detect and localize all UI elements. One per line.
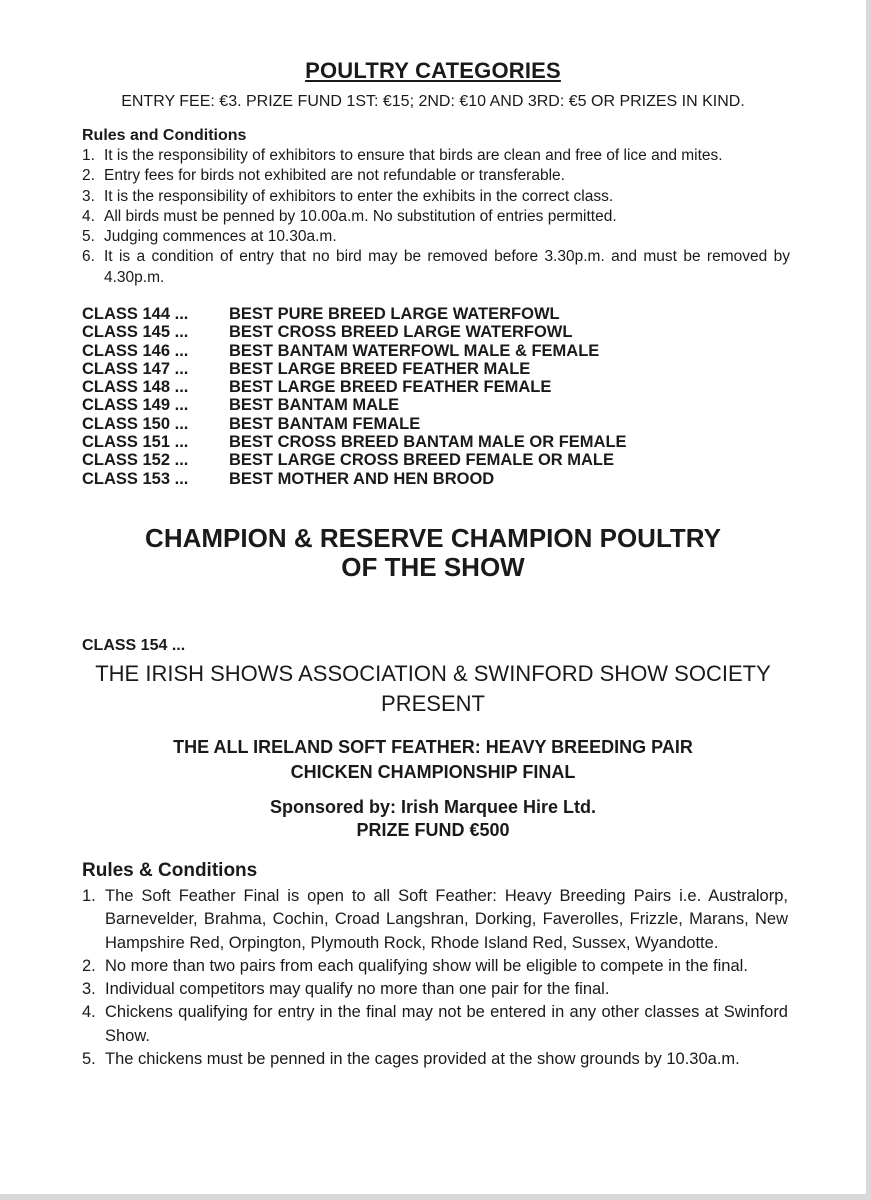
- class-number: CLASS 145 ...: [82, 323, 189, 342]
- rule-item: [82, 207, 790, 227]
- champion-heading: [0, 524, 866, 582]
- class-name: BEST LARGE BREED FEATHER MALE: [229, 359, 531, 378]
- rule-number: 4.: [82, 207, 95, 225]
- class-number: CLASS 149 ...: [82, 396, 189, 415]
- class-name: BEST MOTHER AND HEN BROOD: [229, 469, 495, 488]
- rule-item: [82, 187, 790, 207]
- rule-number: 5.: [82, 228, 95, 246]
- final-title-line-2: CHICKEN CHAMPIONSHIP FINAL: [290, 762, 576, 782]
- rule-number: 1.: [82, 147, 95, 164]
- class-number: CLASS 144 ...: [82, 305, 189, 323]
- rule-item: [82, 885, 788, 955]
- presenter-line-2: PRESENT: [381, 691, 485, 716]
- sponsor-block: [0, 796, 866, 842]
- rule-number: 4.: [82, 1003, 96, 1022]
- rule-number: 6.: [82, 248, 95, 266]
- rule-text: Chickens qualifying for entry in the final may not be entered in any other classes at Swinford Show.: [105, 1003, 788, 1045]
- rule-item: [82, 1048, 788, 1071]
- champion-heading-line-2: OF THE SHOW: [341, 552, 525, 582]
- class-name: BEST CROSS BREED BANTAM MALE OR FEMALE: [229, 433, 627, 452]
- class-number: CLASS 153 ...: [82, 469, 189, 488]
- rule-number: 2.: [82, 167, 95, 185]
- rule-number: 2.: [82, 956, 96, 975]
- rule-text: It is the responsibility of exhibitors to ensure that birds are clean and free of lice and mites.: [104, 147, 723, 164]
- rule-item: [82, 1001, 788, 1048]
- rule-item: [82, 166, 790, 186]
- class-name: BEST LARGE BREED FEATHER FEMALE: [229, 378, 552, 397]
- rule-text: All birds must be penned by 10.00a.m. No substitution of entries permitted.: [104, 207, 617, 225]
- class-number: CLASS 146 ...: [82, 341, 189, 360]
- rule-item: [82, 978, 788, 1001]
- rule-item: [82, 146, 790, 166]
- rule-text: Individual competitors may qualify no more than one pair for the final.: [105, 980, 610, 999]
- rule-number: 3.: [82, 980, 96, 999]
- rule-number: 1.: [82, 887, 96, 905]
- rule-item: [82, 227, 790, 247]
- class-number: CLASS 152 ...: [82, 451, 189, 470]
- rule-text: No more than two pairs from each qualifying show will be eligible to compete in the final.: [105, 956, 748, 975]
- class-number: CLASS 150 ...: [82, 414, 189, 433]
- class-number: CLASS 148 ...: [82, 378, 189, 397]
- sponsor-line: Sponsored by: Irish Marquee Hire Ltd.: [269, 797, 597, 817]
- rules-heading: Rules and Conditions: [82, 127, 247, 144]
- prize-fund: PRIZE FUND €500: [356, 820, 510, 840]
- presenter-line-1: THE IRISH SHOWS ASSOCIATION & SWINFORD SHOW SOCIETY: [95, 661, 771, 686]
- rule-text: The chickens must be penned in the cages provided at the show grounds by 10.30a.m.: [105, 1050, 740, 1069]
- class-name: BEST PURE BREED LARGE WATERFOWL: [229, 305, 560, 323]
- entry-fee-line: ENTRY FEE: €3. PRIZE FUND 1ST: €15; 2ND: €10 AND 3RD: €5 OR PRIZES IN KIND.: [121, 93, 745, 110]
- class-name: BEST BANTAM FEMALE: [229, 414, 421, 433]
- page-title: POULTRY CATEGORIES: [305, 58, 561, 83]
- class-number: CLASS 151 ...: [82, 433, 189, 452]
- final-rules-heading: Rules & Conditions: [82, 860, 258, 881]
- rule-number: 5.: [82, 1050, 96, 1069]
- champion-heading-line-1: CHAMPION & RESERVE CHAMPION POULTRY: [145, 523, 721, 553]
- final-title-line-1: THE ALL IRELAND SOFT FEATHER: HEAVY BREEDING PAIR: [173, 737, 693, 757]
- class-154-label: CLASS 154 ...: [82, 637, 186, 654]
- rules-list: [82, 146, 790, 288]
- rule-text: It is the responsibility of exhibitors to enter the exhibits in the correct class.: [104, 187, 614, 205]
- rule-text: Entry fees for birds not exhibited are not refundable or transferable.: [104, 167, 565, 185]
- rule-item: [82, 247, 790, 288]
- championship-final-title: [0, 735, 866, 785]
- final-rules-list: [82, 885, 788, 1071]
- presenters: [0, 659, 866, 719]
- class-name: BEST BANTAM MALE: [229, 396, 400, 415]
- rule-text: The Soft Feather Final is open to all Soft Feather: Heavy Breeding Pairs i.e. Australorp, Barnevelder, Brahma, Cochin, Croad Langshran, Dorking, Faverolles, Frizzle, Marans, New Hampshire Red, Orpington, Plymouth Rock, Rhode Island Red, Sussex, Wyandotte.: [105, 887, 788, 952]
- class-number: CLASS 147 ...: [82, 359, 189, 378]
- class-name: BEST LARGE CROSS BREED FEMALE OR MALE: [229, 451, 615, 470]
- rule-text: It is a condition of entry that no bird may be removed before 3.30p.m. and must be removed by 4.30p.m.: [104, 248, 790, 286]
- class-name: BEST CROSS BREED LARGE WATERFOWL: [229, 323, 573, 342]
- rule-number: 3.: [82, 187, 95, 205]
- rule-item: [82, 955, 788, 978]
- rule-text: Judging commences at 10.30a.m.: [104, 228, 337, 246]
- class-name: BEST BANTAM WATERFOWL MALE & FEMALE: [229, 341, 600, 360]
